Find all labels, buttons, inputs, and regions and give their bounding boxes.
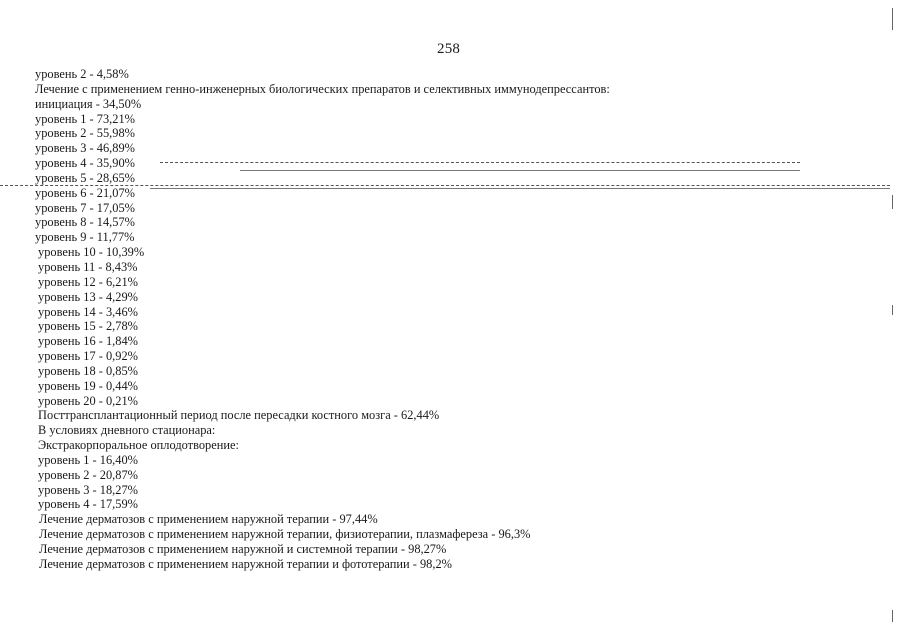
scan-artifact-line — [0, 185, 890, 186]
text-line: уровень 7 - 17,05% — [35, 200, 135, 215]
document-body — [35, 67, 855, 572]
scan-edge-mark — [892, 305, 893, 315]
scan-artifact-line — [160, 162, 800, 163]
text-line: Лечение дерматозов с применением наружной терапии - 97,44% — [39, 512, 378, 527]
text-line: уровень 2 - 4,58% — [35, 67, 129, 81]
text-line: уровень 17 - 0,92% — [38, 349, 138, 364]
text-line: уровень 2 - 20,87% — [38, 467, 138, 482]
text-line: уровень 10 - 10,39% — [38, 245, 145, 260]
text-line: инициация - 34,50% — [35, 96, 142, 111]
scan-edge-mark — [892, 610, 893, 622]
text-line: Лечение дерматозов с применением наружной и системной терапии - 98,27% — [39, 542, 447, 556]
text-line: Лечение дерматозов с применением наружной терапии, физиотерапии, плазмафереза - 96,3% — [39, 527, 531, 542]
text-line: уровень 11 - 8,43% — [38, 259, 138, 274]
scan-edge-mark — [892, 195, 893, 209]
text-line: уровень 1 - 73,21% — [35, 111, 135, 126]
text-line: уровень 19 - 0,44% — [38, 378, 138, 393]
text-line: уровень 3 - 18,27% — [38, 482, 138, 497]
text-line: уровень 4 - 35,90% — [35, 156, 135, 171]
scan-artifact-line — [240, 170, 800, 171]
section-heading: Лечение с применением генно-инженерных биологических препаратов и селективных иммунодепрессантов: — [35, 81, 610, 96]
text-line: Лечение дерматозов с применением наружной терапии и фототерапии - 98,2% — [39, 556, 452, 571]
text-line: уровень 1 - 16,40% — [38, 452, 138, 467]
text-line: уровень 15 - 2,78% — [38, 319, 138, 334]
text-line: уровень 13 - 4,29% — [38, 289, 138, 304]
text-line: уровень 12 - 6,21% — [38, 274, 138, 289]
text-line: уровень 16 - 1,84% — [38, 334, 138, 349]
section-heading: Посттрансплантационный период после пересадки костного мозга - 62,44% — [38, 408, 440, 423]
section-heading: Экстракорпоральное оплодотворение: — [38, 438, 239, 453]
text-line: уровень 8 - 14,57% — [35, 215, 135, 230]
section-heading: В условиях дневного стационара: — [38, 423, 216, 438]
text-line: уровень 2 - 55,98% — [35, 126, 135, 141]
text-line: уровень 20 - 0,21% — [38, 393, 138, 408]
text-line: уровень 14 - 3,46% — [38, 304, 138, 319]
text-line: уровень 4 - 17,59% — [38, 497, 138, 512]
text-line: уровень 5 - 28,65% — [35, 170, 135, 185]
page-number: 258 — [437, 41, 461, 57]
text-line: уровень 18 - 0,85% — [38, 363, 138, 378]
text-line: уровень 6 - 21,07% — [35, 185, 135, 200]
scan-artifact-line — [150, 188, 890, 189]
text-line: уровень 9 - 11,77% — [35, 230, 135, 245]
scan-edge-mark — [892, 8, 893, 30]
text-line: уровень 3 - 46,89% — [35, 141, 135, 156]
